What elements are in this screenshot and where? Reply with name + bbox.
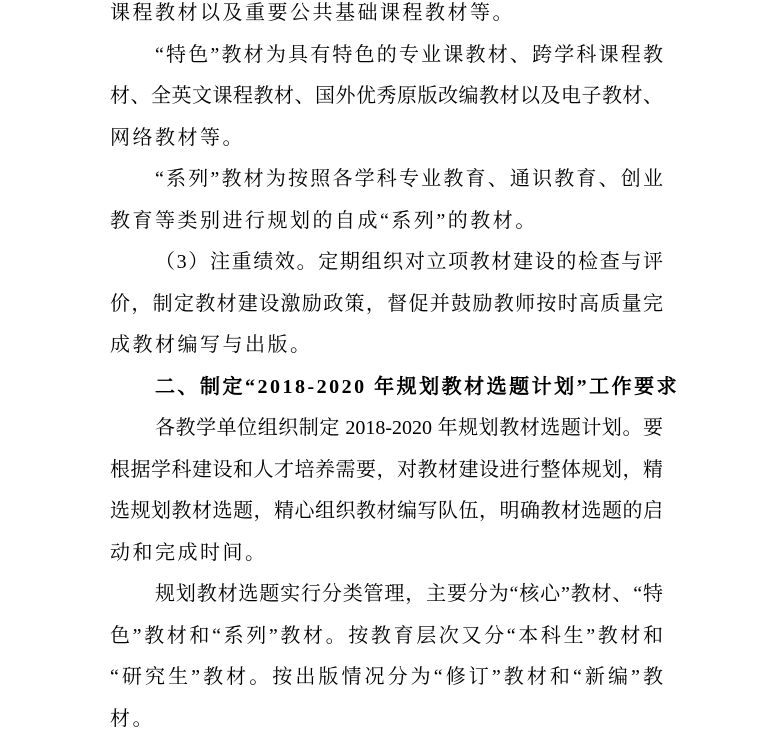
text-line: 色”教材和“系列”教材。按教育层次又分“本科生”教材和 <box>110 624 663 647</box>
text-line: 课程教材以及重要公共基础课程教材等。 <box>110 2 515 24</box>
text-line: 规划教材选题实行分类管理，主要分为“核心”教材、“特 <box>155 583 663 605</box>
text-line: 二、制定“2018-2020 年规划教材选题计划”工作要求 <box>155 375 680 398</box>
paragraph <box>110 35 663 160</box>
document-text-block <box>110 0 680 740</box>
paragraph <box>110 242 663 367</box>
text-line: 网络教材等。 <box>110 126 245 149</box>
text-line: 成教材编写与出版。 <box>110 334 313 356</box>
text-line: 材。 <box>110 707 155 730</box>
text-line: 材、全英文课程教材、国外优秀原版改编教材以及电子教材、 <box>110 85 663 107</box>
text-line: “系列”教材为按照各学科专业教育、通识教育、创业 <box>155 168 663 190</box>
text-line: （3）注重绩效。定期组织对立项教材建设的检查与评 <box>155 251 663 273</box>
paragraph <box>110 159 663 242</box>
text-line: 教育等类别进行规划的自成“系列”的教材。 <box>110 209 538 232</box>
text-line: 动和完成时间。 <box>110 541 268 564</box>
text-line: 选规划教材选题，精心组织教材编写队伍，明确教材选题的启 <box>110 500 663 522</box>
text-line: 各教学单位组织制定 2018-2020 年规划教材选题计划。要 <box>155 417 663 439</box>
paragraph <box>110 574 663 740</box>
paragraph <box>110 0 663 35</box>
text-line: 价，制定教材建设激励政策，督促并鼓励教师按时高质量完 <box>110 292 663 315</box>
section-heading <box>110 367 680 409</box>
text-line: “特色”教材为具有特色的专业课教材、跨学科课程教 <box>155 43 663 66</box>
text-line: 根据学科建设和人才培养需要，对教材建设进行整体规划，精 <box>110 458 663 481</box>
text-line: “研究生”教材。按出版情况分为“修订”教材和“新编”教 <box>110 666 663 688</box>
paragraph <box>110 408 663 574</box>
